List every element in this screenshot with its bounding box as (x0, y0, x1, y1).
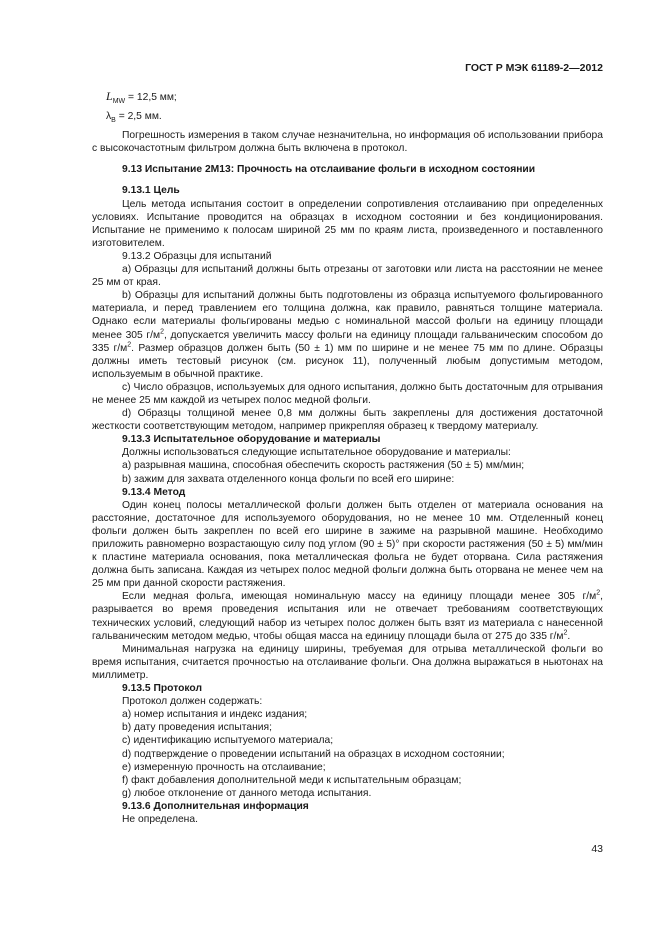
report-item: g) любое отклонение от данного метода испытания. (122, 787, 372, 799)
section-9-13-2-item-d: d) Образцы толщиной менее 0,8 мм должны быть закреплены для достижения достаточной жесткости соответствующим методом, например прикрепляя образец к твердому материалу. (92, 408, 603, 433)
section-9-13-2-item-b (92, 289, 603, 381)
report-item: а) номер испытания и индекс издания; (122, 709, 308, 721)
formula-subscript: MW (112, 98, 126, 106)
section-9-13-5-intro: Протокол должен содержать: (122, 696, 263, 708)
section-9-13-title: 9.13 Испытание 2М13: Прочность на отслаивание фольги в исходном состоянии (122, 164, 536, 176)
section-9-13-5-title: 9.13.5 Протокол (122, 683, 203, 695)
formula-value: = 12,5 мм; (125, 92, 177, 103)
superscript: 2 (127, 341, 132, 349)
report-item: f) факт добавления дополнительной меди к испытательным образцам; (122, 774, 462, 786)
text-fragment: . Размер образцов должен быть (50 ± 1) мм по ширине и не менее 75 мм по длине. Образцы должны иметь тестовый рисунок (см. рисунок 11), полученный любым допустимым методом, используемым в обычной практике. (92, 342, 603, 380)
section-9-13-1-title: 9.13.1 Цель (122, 185, 180, 197)
section-9-13-6-text: Не определена. (122, 813, 198, 825)
section-9-13-4-title: 9.13.4 Метод (122, 486, 186, 498)
section-9-13-2-title: 9.13.2 Образцы для испытаний (122, 250, 272, 262)
formula-symbol: λ (106, 111, 112, 123)
formula-subscript: B (111, 117, 116, 125)
section-9-13-4-para-3: Минимальная нагрузка на единицу ширины, требуемая для отрыва металлической фольги во время испытания, считается прочностью на отслаивание фольги. Она должна выражаться в ньютонах на миллиметр. (92, 643, 603, 681)
text-fragment: . (567, 630, 571, 642)
page-content (92, 90, 603, 826)
text-fragment: , разрывается во время проведения испытания или не отвечает требованиям соответствующих технических условий, следующий набор из четырех полос должен быть взят из материала с нанесенной гальваническим методом медью, чтобы общая масса на единицу площади была от 275 до 335 г/м (92, 591, 603, 642)
text-fragment: , допускается увеличить массу фольги на единицу площади гальваническим способом до 335 г/м (92, 329, 603, 354)
section-9-13-4-para-1: Один конец полосы металлической фольги должен быть отделен от материала основания на расстояние, достаточное для используемого оборудования, но не менее 10 мм. Отделенный конец фольги должен быть закреплен по всей его ширине в зажиме на разрывной машине. Необходимо приложить равномерно возрастающую силу под углом (90 ± 5)° при скорости растяжения (50 ± 5) мм/мин к пластине материала основания, пока металлическая фольга не будет оторвана. Сила растяжения должна быть записана. Каждая из четырех полос медной фольги должна быть оторвана не менее чем на 25 мм при данной скорости растяжения. (92, 499, 603, 590)
section-9-13-3-intro: Должны использоваться следующие испытательное оборудование и материалы: (122, 447, 511, 459)
section-9-13-6-title: 9.13.6 Дополнительная информация (122, 800, 309, 812)
standard-header: ГОСТ Р МЭК 61189-2—2012 (465, 62, 603, 74)
report-item: с) идентификацию испытуемого материала; (122, 735, 334, 747)
text-fragment: b) Образцы для испытаний должны быть подготовлены из образца испытуемого фольгированного материала, и перед травлением его толщина должна, как правило, равняться толщине материала. Однако если материалы фольгированы медью с номинальной массой фольги на единицу площади менее 305 г/м (92, 290, 603, 341)
formula-lambda (92, 110, 603, 123)
section-9-13-4-para-2 (92, 590, 603, 642)
text-fragment: Если медная фольга, имеющая номинальную массу на единицу площади менее 305 г/м (122, 591, 597, 603)
report-item: е) измеренную прочность на отслаивание; (122, 761, 326, 773)
section-9-13-2-item-a: а) Образцы для испытаний должны быть отрезаны от заготовки или листа на расстоянии не менее 25 мм от края. (92, 264, 603, 289)
report-item: b) дату проведения испытания; (122, 722, 272, 734)
formula-symbol: L (106, 89, 113, 103)
superscript: 2 (160, 328, 165, 336)
formula-lmw (92, 90, 603, 104)
section-9-13-1-text: Цель метода испытания состоит в определении сопротивления отслаиванию при определенных условиях. Испытание проводится на образцах в исходном состоянии и без кондиционирования. Испытание не применимо к полосам шириной 25 мм по краям листа, произведенного и поставленного изготовителем. (92, 198, 603, 249)
section-9-13-2-item-c: с) Число образцов, используемых для одного испытания, должно быть достаточным для отрывания не менее 25 мм каждой из четырех полос медной фольги. (92, 381, 603, 406)
report-item: d) подтверждение о проведении испытаний на образцах в исходном состоянии; (122, 748, 505, 760)
section-9-13-3-item-a: а) разрывная машина, способная обеспечить скорость растяжения (50 ± 5) мм/мин; (122, 460, 525, 472)
superscript: 2 (563, 629, 568, 637)
page-number: 43 (591, 843, 603, 855)
formula-value: = 2,5 мм. (115, 111, 162, 123)
section-9-13-3-title: 9.13.3 Испытательное оборудование и материалы (122, 434, 381, 446)
superscript: 2 (596, 589, 601, 597)
error-paragraph: Погрешность измерения в таком случае незначительна, но информация об использовании прибора с высокочастотным фильтром должна быть включена в протокол. (92, 130, 603, 155)
section-9-13-3-item-b: b) зажим для захвата отделенного конца фольги по всей его ширине: (122, 473, 455, 485)
